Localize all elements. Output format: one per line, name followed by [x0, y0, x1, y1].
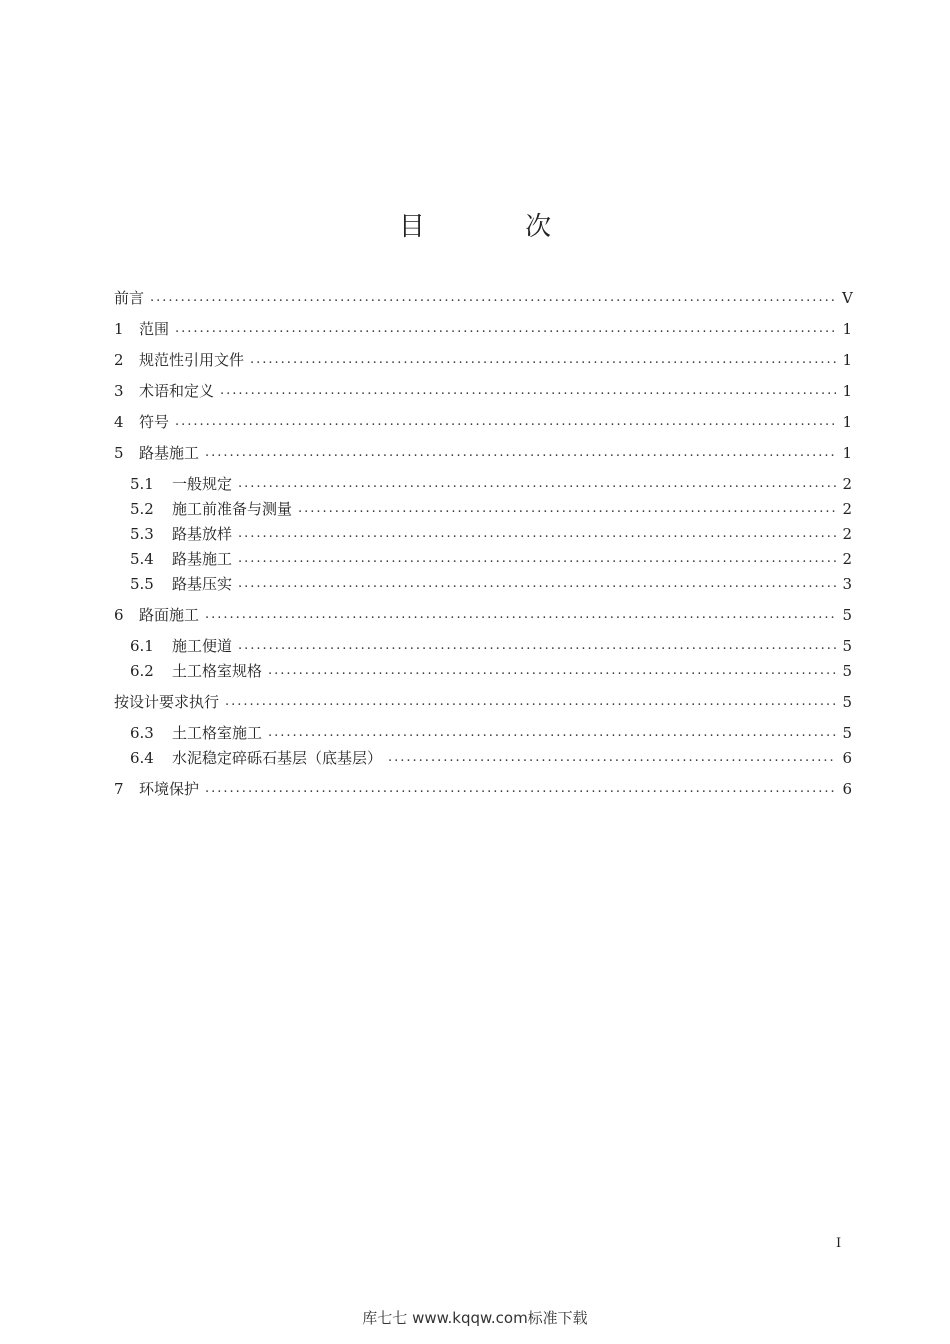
toc-label: 范围: [139, 320, 170, 338]
toc-label: 路面施工: [139, 606, 200, 624]
toc-leader-dots: [238, 473, 836, 495]
toc-number: 6.4: [130, 749, 154, 767]
toc-entry-design-requirements[interactable]: [114, 691, 852, 713]
toc-number: 2: [114, 351, 124, 369]
toc-label: 施工便道: [172, 637, 233, 655]
toc-entry-7[interactable]: [114, 778, 852, 800]
page-number: I: [836, 1236, 842, 1251]
toc-leader-dots: [238, 635, 836, 657]
toc-leader-dots: [150, 287, 836, 309]
toc-leader-dots: [298, 498, 836, 520]
toc-page: 2: [842, 525, 852, 543]
toc-entry-foreword[interactable]: [114, 287, 852, 309]
toc-hidden-30: [114, 750, 852, 772]
toc-entry-5-3[interactable]: [130, 523, 852, 545]
toc-number: 5.5: [130, 575, 154, 593]
toc-page: 1: [842, 320, 852, 338]
toc-number: 6.1: [130, 637, 154, 655]
toc-entry-4[interactable]: [114, 411, 852, 433]
toc-page: 6: [842, 780, 852, 798]
toc-entry-3[interactable]: [114, 380, 852, 402]
toc-leader-dots: [268, 722, 836, 744]
toc-entry-5[interactable]: [114, 442, 852, 464]
toc-entry-6-3[interactable]: [130, 722, 852, 744]
toc-number: 7: [114, 780, 124, 798]
toc-page: 6: [842, 749, 852, 767]
toc-leader-dots: [205, 604, 836, 626]
toc-page: 2: [842, 475, 852, 493]
toc-entry-6[interactable]: [114, 604, 852, 626]
toc-number: 5.4: [130, 550, 154, 568]
toc-number: 4: [114, 413, 124, 431]
toc-page: 1: [842, 413, 852, 431]
page-title: 目 次: [398, 212, 598, 242]
toc-entry-5-4[interactable]: [130, 548, 852, 570]
toc-page: 2: [842, 500, 852, 518]
toc-page: 1: [842, 351, 852, 369]
toc-page: 5: [842, 637, 852, 655]
toc-number: 5.3: [130, 525, 154, 543]
toc-label: 一般规定: [172, 475, 233, 493]
toc-label: 土工格室施工: [172, 724, 263, 742]
toc-page: 1: [842, 444, 852, 462]
toc-leader-dots: [175, 411, 836, 433]
toc-label: 术语和定义: [139, 382, 215, 400]
toc-label: 水泥稳定碎砾石基层（底基层）: [172, 749, 383, 767]
toc-page: 5: [842, 606, 852, 624]
toc-entry-5-1[interactable]: [130, 473, 852, 495]
toc-entry-5-5[interactable]: [130, 573, 852, 595]
toc-entry-2[interactable]: [114, 349, 852, 371]
toc-number: 5.2: [130, 500, 154, 518]
toc-page: 5: [842, 693, 852, 711]
toc-page: 5: [842, 662, 852, 680]
toc-leader-dots: [205, 442, 836, 464]
toc-entry-6-2[interactable]: [130, 660, 852, 682]
toc-leader-dots: [238, 548, 836, 570]
toc-leader-dots: [238, 523, 836, 545]
toc-label: 土工格室规格: [172, 662, 263, 680]
toc-label: 路基施工: [172, 550, 233, 568]
toc-number: 6.2: [130, 662, 154, 680]
toc-label: 前言: [114, 289, 145, 307]
footer-watermark-text: 库七七 www.kqqw.com标准下载: [362, 1309, 588, 1327]
toc-leader-dots: [238, 573, 836, 595]
toc-number: 5: [114, 444, 124, 462]
toc-label: 施工前准备与测量: [172, 500, 293, 518]
toc-page: 1: [842, 382, 852, 400]
toc-number: 1: [114, 320, 124, 338]
toc-page: 5: [842, 724, 852, 742]
toc-label: 路基施工: [139, 444, 200, 462]
toc-leader-dots: [268, 660, 836, 682]
toc-page: V: [842, 289, 853, 307]
toc-label: 规范性引用文件: [139, 351, 245, 369]
toc-page: 3: [842, 575, 852, 593]
toc-leader-dots: [205, 778, 836, 800]
toc-number: 5.1: [130, 475, 154, 493]
toc-leader-dots: [250, 349, 836, 371]
toc-number: 6.3: [130, 724, 154, 742]
toc-leader-dots: [175, 318, 836, 340]
toc-leader-dots: [220, 380, 836, 402]
toc-page: 2: [842, 550, 852, 568]
toc-number: 3: [114, 382, 124, 400]
toc-label: 符号: [139, 413, 170, 431]
toc-label: 路基压实: [172, 575, 233, 593]
toc-label: 环境保护: [139, 780, 200, 798]
toc-label: 按设计要求执行: [114, 693, 220, 711]
toc-label: 路基放样: [172, 525, 233, 543]
toc-number: 6: [114, 606, 124, 624]
toc-entry-6-1[interactable]: [130, 635, 852, 657]
toc-leader-dots: [225, 691, 836, 713]
toc-entry-5-2[interactable]: [130, 498, 852, 520]
toc-entry-1[interactable]: [114, 318, 852, 340]
